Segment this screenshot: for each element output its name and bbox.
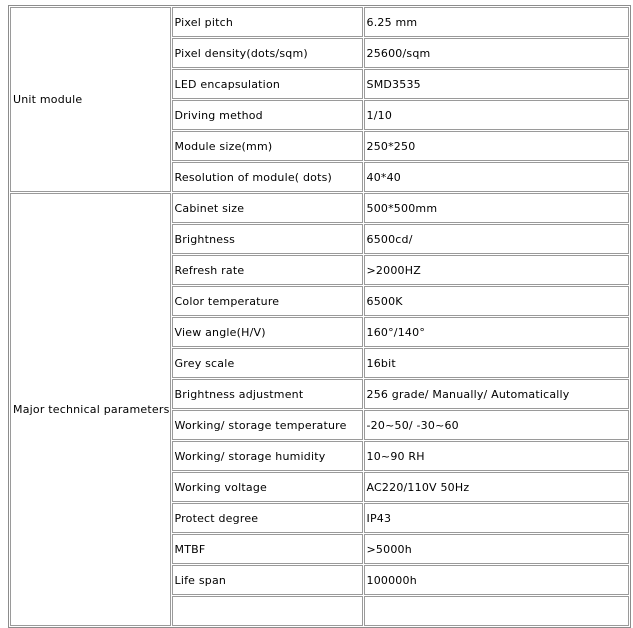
parameter-name: Working/ storage humidity — [172, 441, 363, 471]
parameter-value: 160°/140° — [364, 317, 629, 347]
parameter-name: Brightness — [172, 224, 363, 254]
parameter-name: Pixel density(dots/sqm) — [172, 38, 363, 68]
parameter-value — [364, 596, 629, 626]
parameter-name: Refresh rate — [172, 255, 363, 285]
parameter-name: Life span — [172, 565, 363, 595]
parameter-value: >2000HZ — [364, 255, 629, 285]
parameter-name: Working/ storage temperature — [172, 410, 363, 440]
parameter-value: 250*250 — [364, 131, 629, 161]
parameter-name: View angle(H/V) — [172, 317, 363, 347]
parameter-name: Driving method — [172, 100, 363, 130]
parameter-name: MTBF — [172, 534, 363, 564]
parameter-value: 6500cd/ — [364, 224, 629, 254]
parameter-value: 256 grade/ Manually/ Automatically — [364, 379, 629, 409]
parameter-value: IP43 — [364, 503, 629, 533]
parameter-value: 25600/sqm — [364, 38, 629, 68]
parameter-name — [172, 596, 363, 626]
group-label: Major technical parameters — [10, 193, 171, 626]
table-row — [10, 7, 629, 37]
parameter-value: 40*40 — [364, 162, 629, 192]
parameter-name: LED encapsulation — [172, 69, 363, 99]
table-row — [10, 193, 629, 223]
spec-table-container — [8, 5, 631, 628]
parameter-value: 16bit — [364, 348, 629, 378]
parameter-name: Protect degree — [172, 503, 363, 533]
led-spec-table — [8, 5, 631, 628]
parameter-name: Cabinet size — [172, 193, 363, 223]
parameter-value: 500*500mm — [364, 193, 629, 223]
parameter-value: 1/10 — [364, 100, 629, 130]
parameter-name: Resolution of module( dots) — [172, 162, 363, 192]
parameter-name: Working voltage — [172, 472, 363, 502]
parameter-value: SMD3535 — [364, 69, 629, 99]
parameter-name: Module size(mm) — [172, 131, 363, 161]
parameter-value: >5000h — [364, 534, 629, 564]
parameter-name: Grey scale — [172, 348, 363, 378]
group-label: Unit module — [10, 7, 171, 192]
parameter-value: 10~90 RH — [364, 441, 629, 471]
parameter-name: Brightness adjustment — [172, 379, 363, 409]
parameter-value: -20~50/ -30~60 — [364, 410, 629, 440]
parameter-value: 6.25 mm — [364, 7, 629, 37]
parameter-name: Color temperature — [172, 286, 363, 316]
parameter-value: 100000h — [364, 565, 629, 595]
spec-table-body — [10, 7, 629, 626]
parameter-value: 6500K — [364, 286, 629, 316]
parameter-value: AC220/110V 50Hz — [364, 472, 629, 502]
parameter-name: Pixel pitch — [172, 7, 363, 37]
